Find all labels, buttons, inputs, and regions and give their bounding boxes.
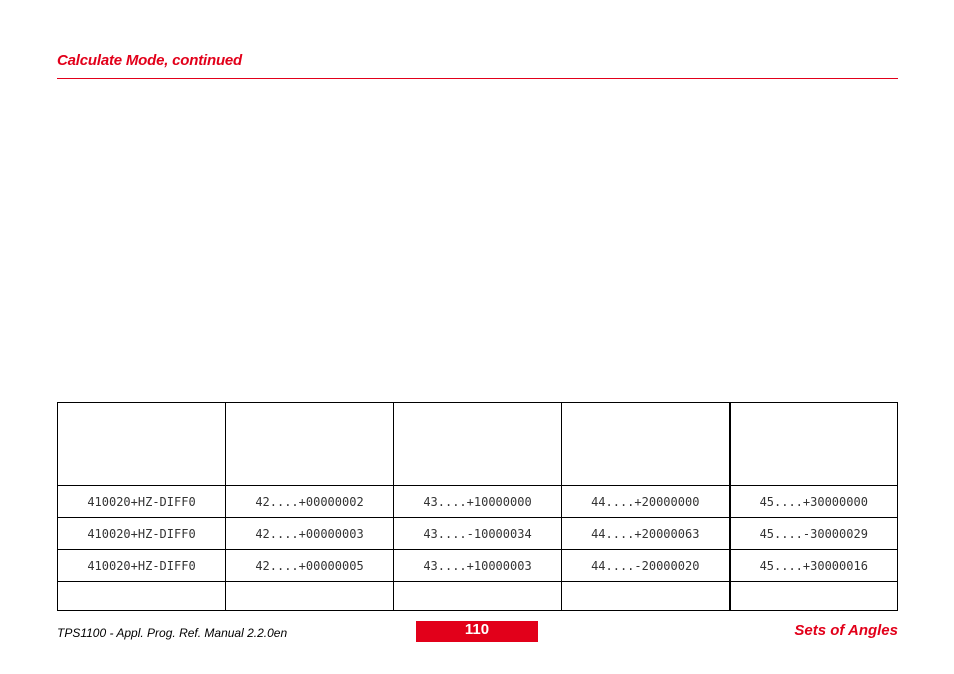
table-cell: 410020+HZ-DIFF0 xyxy=(58,486,226,518)
table-empty-row xyxy=(58,582,898,611)
table-cell: 42....+00000003 xyxy=(226,518,394,550)
table-cell: 45....+30000000 xyxy=(730,486,898,518)
table-cell xyxy=(562,403,730,486)
table-row xyxy=(58,486,898,518)
table-cell: 410020+HZ-DIFF0 xyxy=(58,518,226,550)
table-cell: 42....+00000005 xyxy=(226,550,394,582)
table-cell xyxy=(58,582,226,611)
table-cell: 44....+20000000 xyxy=(562,486,730,518)
table-cell: 44....-20000020 xyxy=(562,550,730,582)
table-cell: 43....+10000003 xyxy=(394,550,562,582)
table-cell xyxy=(394,582,562,611)
table-cell: 45....+30000016 xyxy=(730,550,898,582)
table-cell: 43....-10000034 xyxy=(394,518,562,550)
table-cell: 43....+10000000 xyxy=(394,486,562,518)
table-cell xyxy=(730,582,898,611)
table-cell xyxy=(226,403,394,486)
page-number: 110 xyxy=(416,621,538,642)
table-cell xyxy=(226,582,394,611)
footer-section-title: Sets of Angles xyxy=(794,622,898,639)
table-cell: 44....+20000063 xyxy=(562,518,730,550)
table-cell xyxy=(562,582,730,611)
footer-manual-title: TPS1100 - Appl. Prog. Ref. Manual 2.2.0en xyxy=(57,626,288,640)
page-header-title: Calculate Mode, continued xyxy=(57,52,243,69)
table-cell xyxy=(730,403,898,486)
table-row xyxy=(58,518,898,550)
table-cell xyxy=(58,403,226,486)
table-cell: 42....+00000002 xyxy=(226,486,394,518)
table-header-row xyxy=(58,403,898,486)
header-divider xyxy=(57,78,898,79)
table-cell xyxy=(394,403,562,486)
table-row xyxy=(58,550,898,582)
table-cell: 45....-30000029 xyxy=(730,518,898,550)
table-cell: 410020+HZ-DIFF0 xyxy=(58,550,226,582)
data-table xyxy=(57,402,898,611)
